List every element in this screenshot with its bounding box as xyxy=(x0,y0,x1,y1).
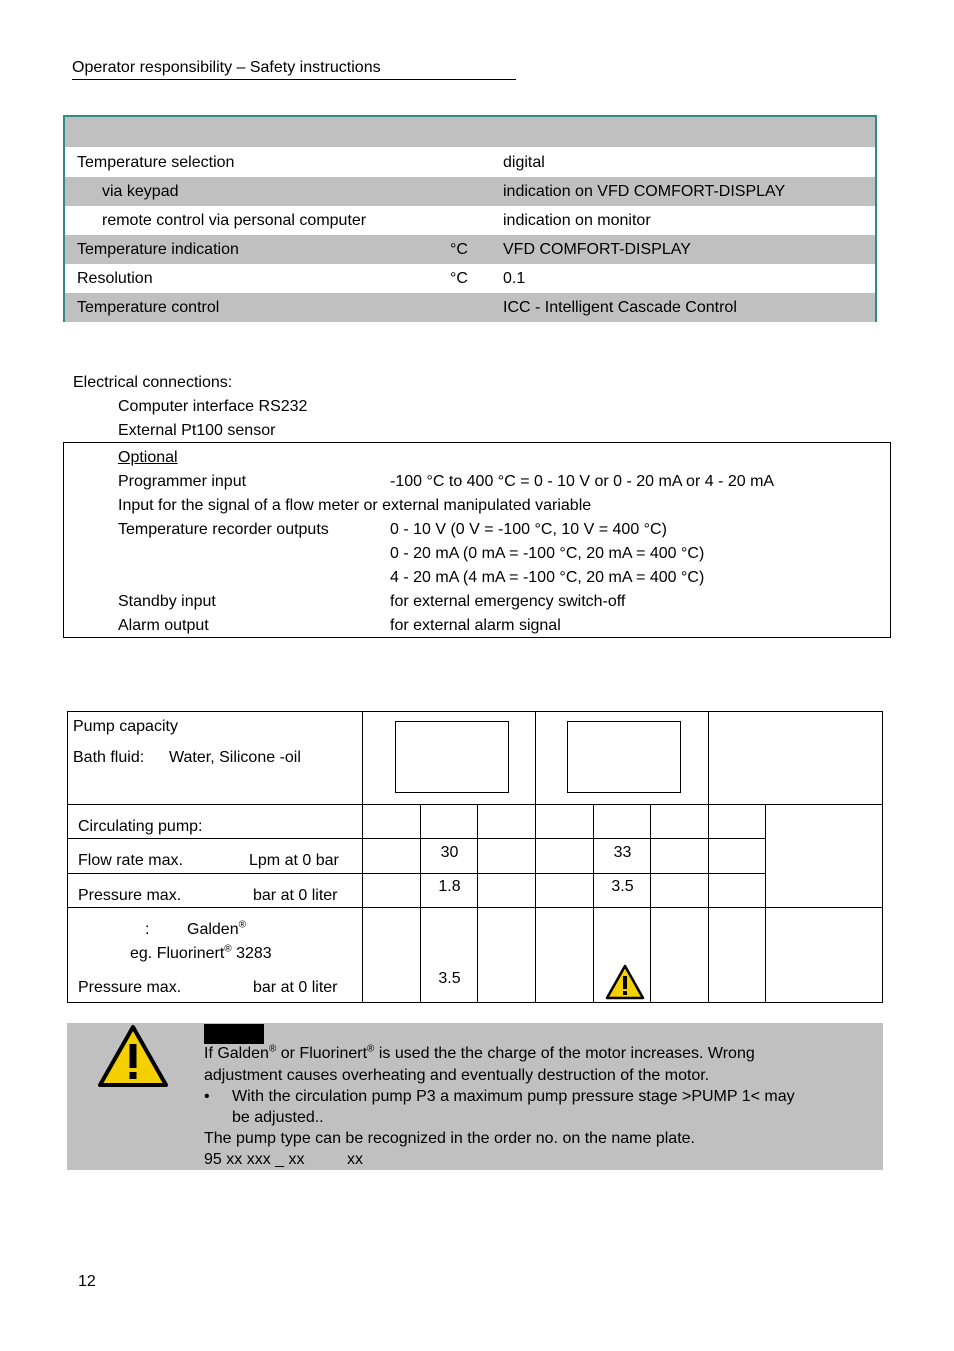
pressure-max-unit: bar at 0 liter xyxy=(253,887,338,904)
warning-text-line: The pump type can be recognized in the order no. on the name plate. xyxy=(204,1130,695,1147)
electrical-item: Computer interface RS232 xyxy=(118,398,308,415)
alarm-output-value: for external alarm signal xyxy=(390,617,561,634)
alarm-output-label: Alarm output xyxy=(118,617,209,634)
spec-value: ICC - Intelligent Cascade Control xyxy=(503,299,737,316)
programmer-input-label: Programmer input xyxy=(118,473,247,490)
programmer-input-value: -100 °C to 400 °C = 0 - 10 V or 0 - 20 mA or 4 - 20 mA xyxy=(390,473,775,490)
spec-value: VFD COMFORT-DISPLAY xyxy=(503,241,691,258)
model-image-box xyxy=(567,721,681,793)
warning-bullet-text: be adjusted.. xyxy=(232,1109,324,1126)
spec-row xyxy=(65,206,875,235)
flow-rate-unit: Lpm at 0 bar xyxy=(249,852,339,869)
standby-input-label: Standby input xyxy=(118,593,216,610)
order-number-suffix: xx xyxy=(347,1151,363,1168)
pump-capacity-label: Pump capacity xyxy=(73,718,178,735)
spec-value: 0.1 xyxy=(503,270,526,287)
galden-label: Galden® xyxy=(187,919,246,938)
spec-label: Temperature indication xyxy=(77,241,239,258)
flow-rate-label: Flow rate max. xyxy=(78,852,183,869)
pump-capacity-table xyxy=(67,711,883,1003)
order-number-pattern: 95 xx xxx _ xx xyxy=(204,1151,305,1168)
warning-text-line: If Galden® or Fluorinert® is used the the charge of the motor increases. Wrong xyxy=(204,1043,755,1062)
spec-value: indication on monitor xyxy=(503,212,651,229)
flow-rate-value: 30 xyxy=(440,844,459,861)
spec-label: remote control via personal computer xyxy=(102,212,367,229)
fluorinert-label: eg. Fluorinert® 3283 xyxy=(130,943,272,962)
model-image-box xyxy=(395,721,509,793)
recorder-output-value: 0 - 10 V (0 V = -100 °C, 10 V = 400 °C) xyxy=(390,521,667,538)
electrical-heading: Electrical connections: xyxy=(73,374,233,391)
spec-row xyxy=(65,264,875,293)
warning-bullet-text: With the circulation pump P3 a maximum pump pressure stage >PUMP 1< may xyxy=(232,1088,795,1105)
temperature-spec-table xyxy=(63,115,877,322)
spec-row xyxy=(65,148,875,177)
warning-triangle-icon xyxy=(97,1024,169,1088)
flow-rate-value: 33 xyxy=(613,844,632,861)
electrical-item: External Pt100 sensor xyxy=(118,422,276,439)
recorder-output-value: 4 - 20 mA (4 mA = -100 °C, 20 mA = 400 °C) xyxy=(390,569,705,586)
page-header: Operator responsibility – Safety instructions xyxy=(72,59,516,80)
spec-unit: °C xyxy=(450,241,468,258)
spec-table-header-bar xyxy=(65,117,875,147)
optional-heading: Optional xyxy=(118,449,178,466)
spec-label: Temperature control xyxy=(77,299,220,316)
galden-colon: : xyxy=(145,921,150,938)
pressure-max-galden-label: Pressure max. xyxy=(78,979,182,996)
warning-title-bar xyxy=(204,1024,264,1044)
circulating-pump-label: Circulating pump: xyxy=(78,818,203,835)
spec-value: digital xyxy=(503,154,545,171)
warning-text-line: adjustment causes overheating and eventually destruction of the motor. xyxy=(204,1067,710,1084)
bath-fluid-label: Bath fluid: xyxy=(73,749,145,766)
pressure-max-galden-unit: bar at 0 liter xyxy=(253,979,338,996)
recorder-outputs-label: Temperature recorder outputs xyxy=(118,521,329,538)
standby-input-value: for external emergency switch-off xyxy=(390,593,626,610)
flow-meter-input-text: Input for the signal of a flow meter or external manipulated variable xyxy=(118,497,592,514)
warning-notice xyxy=(67,1023,883,1170)
pressure-max-label: Pressure max. xyxy=(78,887,182,904)
recorder-output-value: 0 - 20 mA (0 mA = -100 °C, 20 mA = 400 °C) xyxy=(390,545,705,562)
spec-label: via keypad xyxy=(102,183,179,200)
pressure-max-galden-value: 3.5 xyxy=(438,970,461,987)
pressure-max-value: 3.5 xyxy=(611,878,634,895)
spec-label: Resolution xyxy=(77,270,153,287)
spec-value: indication on VFD COMFORT-DISPLAY xyxy=(503,183,786,200)
page-number: 12 xyxy=(78,1273,96,1290)
bath-fluid-value: Water, Silicone -oil xyxy=(169,749,301,766)
warning-icon xyxy=(605,964,645,1000)
pressure-max-value: 1.8 xyxy=(438,878,461,895)
spec-unit: °C xyxy=(450,270,468,287)
spec-row xyxy=(65,235,875,264)
bullet-marker: • xyxy=(204,1088,210,1105)
spec-row xyxy=(65,293,875,322)
spec-row xyxy=(65,177,875,206)
spec-label: Temperature selection xyxy=(77,154,235,171)
